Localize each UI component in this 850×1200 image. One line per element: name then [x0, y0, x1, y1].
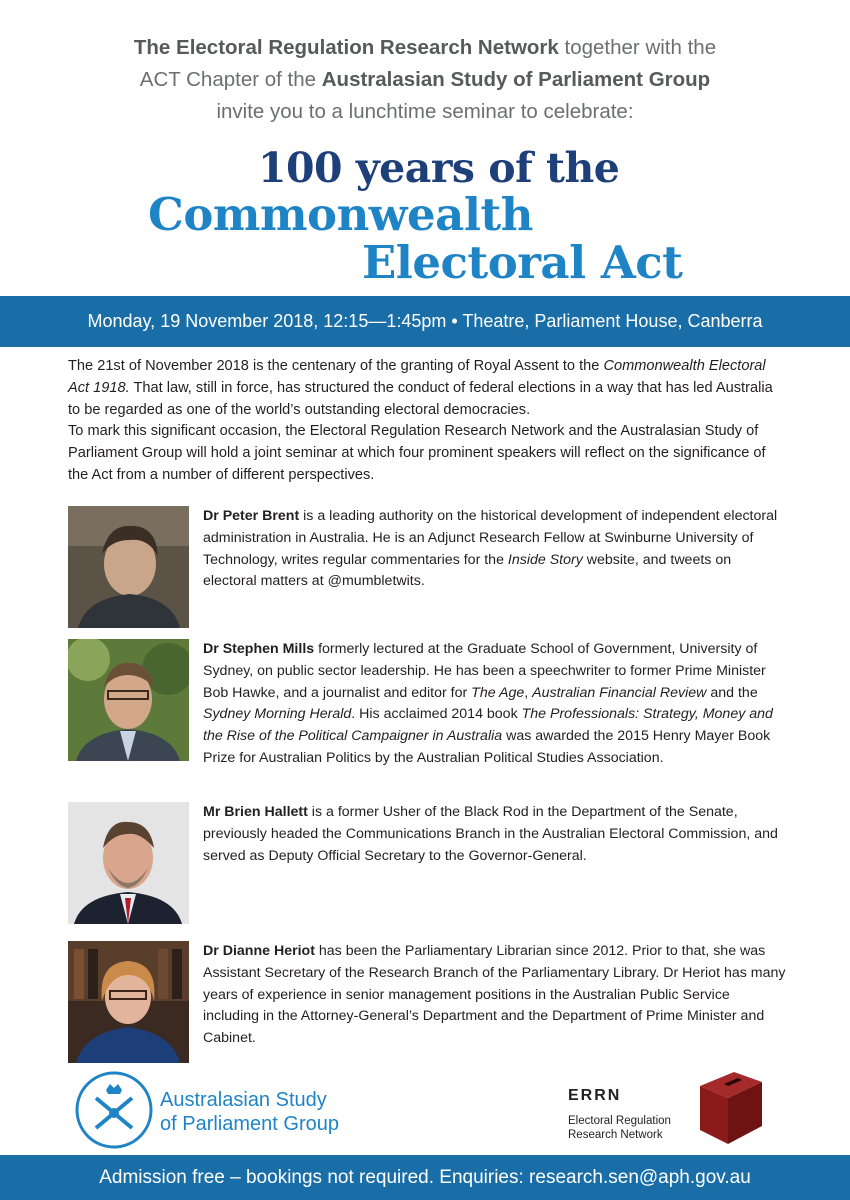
- lead-paragraph-1: The 21st of November 2018 is the centenary of the granting of Royal Assent to the Commonwealth Electoral Act 1918. That law, still in force, has structured the conduct of federal elections in a way that has led Australia to be regarded as one of the world’s outstanding electoral democracies.: [68, 358, 773, 418]
- intro-text: [0, 32, 850, 128]
- speaker-name: Dr Stephen Mills: [203, 641, 315, 657]
- speaker-bio: Dr Dianne Heriot has been the Parliamentary Librarian since 2012. Prior to that, she was Assistant Secretary of the Research Branch of the Parliamentary Library. Dr Heriot has many years of experience in senior management positions in the Australian Public Service including in the Attorney-General’s Department and the Department of Prime Minister and Cabinet.: [203, 943, 786, 1047]
- footer-band: [0, 1155, 850, 1200]
- aspg-logo: [74, 1070, 374, 1152]
- intro-line-2: ACT Chapter of the Australasian Study of Parliament Group: [139, 68, 711, 91]
- aspg-emblem-icon: [74, 1070, 154, 1150]
- aspg-logo-text: Australasian Study of Parliament Group: [160, 1089, 339, 1135]
- title-line-1: 100 years of the: [258, 144, 620, 192]
- speaker-bio: Dr Stephen Mills formerly lectured at the Graduate School of Government, University of Sydney, on public sector leadership. He has been a speechwriter to former Prime Minister Bob Hawke, and a journalist and editor for The Age, Australian Financial Review and the Sydney Morning Herald. His acclaimed 2014 book The Professionals: Strategy, Money and the Rise of the Political Campaigner in Australia was awarded the 2015 Henry Mayer Book Prize for Australian Politics by the Australian Political Studies Association.: [203, 641, 773, 766]
- speaker-photo: [68, 506, 189, 628]
- title-line-3: Electoral Act: [362, 236, 683, 289]
- org-errn-name: The Electoral Regulation Research Network: [133, 36, 559, 59]
- intro-line-3: invite you to a lunchtime seminar to celebrate:: [216, 100, 634, 123]
- org-aspg-name: Australasian Study of Parliament Group: [321, 68, 711, 91]
- errn-logo: [560, 1062, 770, 1152]
- title-line-2: Commonwealth: [148, 188, 533, 241]
- intro-line-1: The Electoral Regulation Research Network together with the: [133, 36, 717, 59]
- errn-subtitle: Electoral Regulation Research Network: [568, 1115, 671, 1141]
- speaker-photo: [68, 802, 189, 924]
- event-details-band: [0, 296, 850, 347]
- errn-title: ERRN: [568, 1087, 622, 1104]
- speaker-name: Dr Peter Brent: [203, 508, 300, 524]
- speaker-name: Mr Brien Hallett: [203, 804, 308, 820]
- speaker-photo: [68, 941, 189, 1063]
- ballot-box-icon: [694, 1064, 766, 1146]
- speaker-photo: [68, 639, 189, 761]
- page-title: [0, 140, 850, 290]
- event-details: Monday, 19 November 2018, 12:15—1:45pm • Theatre, Parliament House, Canberra: [87, 311, 763, 331]
- speaker-name: Dr Dianne Heriot: [203, 943, 315, 959]
- speaker-bio: Mr Brien Hallett is a former Usher of the Black Rod in the Department of the Senate, previously headed the Communications Branch in the Australian Electoral Commission, and served as Deputy Official Secretary to the Governor-General.: [203, 804, 778, 864]
- speaker-bio: Dr Peter Brent is a leading authority on the historical development of independent electoral administration in Australia. He is an Adjunct Research Fellow at Swinburne University of Technology, writes regular commentaries for the Inside Story website, and tweets on electoral matters at @mumbletwits.: [203, 508, 778, 590]
- intro-paragraphs: [68, 356, 786, 487]
- lead-paragraph-2: To mark this significant occasion, the Electoral Regulation Research Network and the Australasian Study of Parliament Group will hold a joint seminar at which four prominent speakers will reflect on the significance of the Act from a number of different perspectives.: [68, 423, 766, 483]
- footer-text: Admission free – bookings not required. Enquiries: research.sen@aph.gov.au: [99, 1167, 751, 1188]
